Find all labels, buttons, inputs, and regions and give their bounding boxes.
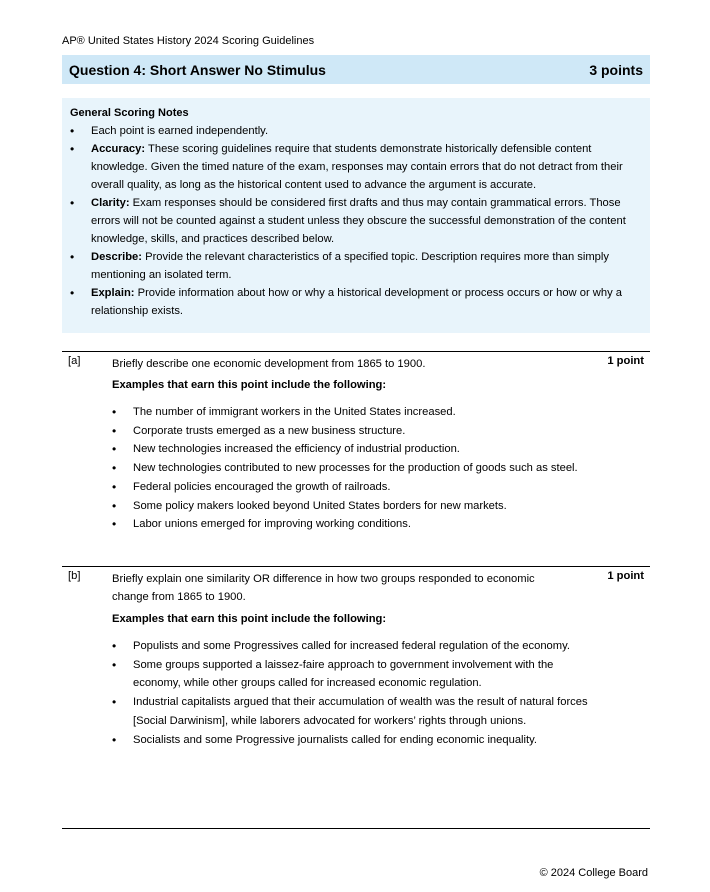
part-a-section [62,351,650,531]
part-b-prompt: Briefly explain one similarity OR difference in how two groups responded to economic change from 1865 to 1900. [112,573,535,603]
note-item [70,284,642,320]
note-text: These scoring guidelines require that students demonstrate historically defensible content knowledge. Given the timed nature of the exam, responses may contain errors that do not detract from their overall quality, as long as the historical content used to advance the argument is accurate. [91,143,623,191]
example-item: • New technologies contributed to new processes for the production of goods such as steel. [112,459,592,478]
example-item: • Some groups supported a laissez-faire approach to government involvement with the economy, while other groups called for increased economic regulation. [112,656,592,693]
note-term: Explain: [91,287,135,299]
notes-title: General Scoring Notes [70,107,189,119]
example-item: • Socialists and some Progressive journalists called for ending economic inequality. [112,731,592,750]
note-text: Each point is earned independently. [91,125,269,137]
question-title: Question 4: Short Answer No Stimulus [69,61,326,78]
example-item: • The number of immigrant workers in the United States increased. [112,403,592,422]
note-item [70,194,642,248]
part-b-label: [b] [68,570,81,582]
part-b-examples-heading: Examples that earn this point include the following: [112,613,387,625]
example-item: • Corporate trusts emerged as a new business structure. [112,422,592,441]
part-b-examples [112,637,592,749]
note-item [70,122,642,140]
part-a-label: [a] [68,355,81,367]
page-header: AP® United States History 2024 Scoring Guidelines [62,35,315,47]
notes-list [70,122,642,320]
note-text: Provide the relevant characteristics of a specified topic. Description requires more than simply mentioning an isolated term. [91,251,609,281]
note-term: Describe: [91,251,142,263]
example-item: • Industrial capitalists argued that their accumulation of wealth was the result of natural forces [Social Darwinism], while laborers advocated for workers’ rights through unions. [112,693,592,730]
note-term: Accuracy: [91,143,146,155]
part-a-examples [112,403,592,534]
part-a-points: 1 point [607,355,644,367]
example-item: • New technologies increased the efficiency of industrial production. [112,440,592,459]
bottom-rule [62,828,650,829]
question-points: 3 points [589,61,643,78]
note-term: Clarity: [91,197,130,209]
general-scoring-notes [62,98,650,333]
part-b-section [62,566,650,746]
page-footer: © 2024 College Board [539,867,648,879]
example-item: • Federal policies encouraged the growth of railroads. [112,478,592,497]
note-item [70,248,642,284]
part-b-points: 1 point [607,570,644,582]
note-text: Exam responses should be considered first drafts and thus may contain grammatical errors. Those errors will not be counted against a student unless they obscure the successful demonstration of the content knowledge, skills, and practices described below. [91,197,626,245]
part-a-examples-heading: Examples that earn this point include the following: [112,379,387,391]
example-item: • Labor unions emerged for improving working conditions. [112,515,592,534]
question-title-bar [62,55,650,84]
part-a-prompt: Briefly describe one economic development from 1865 to 1900. [112,358,426,370]
note-item [70,140,642,194]
note-text: Provide information about how or why a historical development or process occurs or how or why a relationship exists. [91,287,623,317]
example-item: • Some policy makers looked beyond United States borders for new markets. [112,497,592,516]
example-item: • Populists and some Progressives called for increased federal regulation of the economy. [112,637,592,656]
